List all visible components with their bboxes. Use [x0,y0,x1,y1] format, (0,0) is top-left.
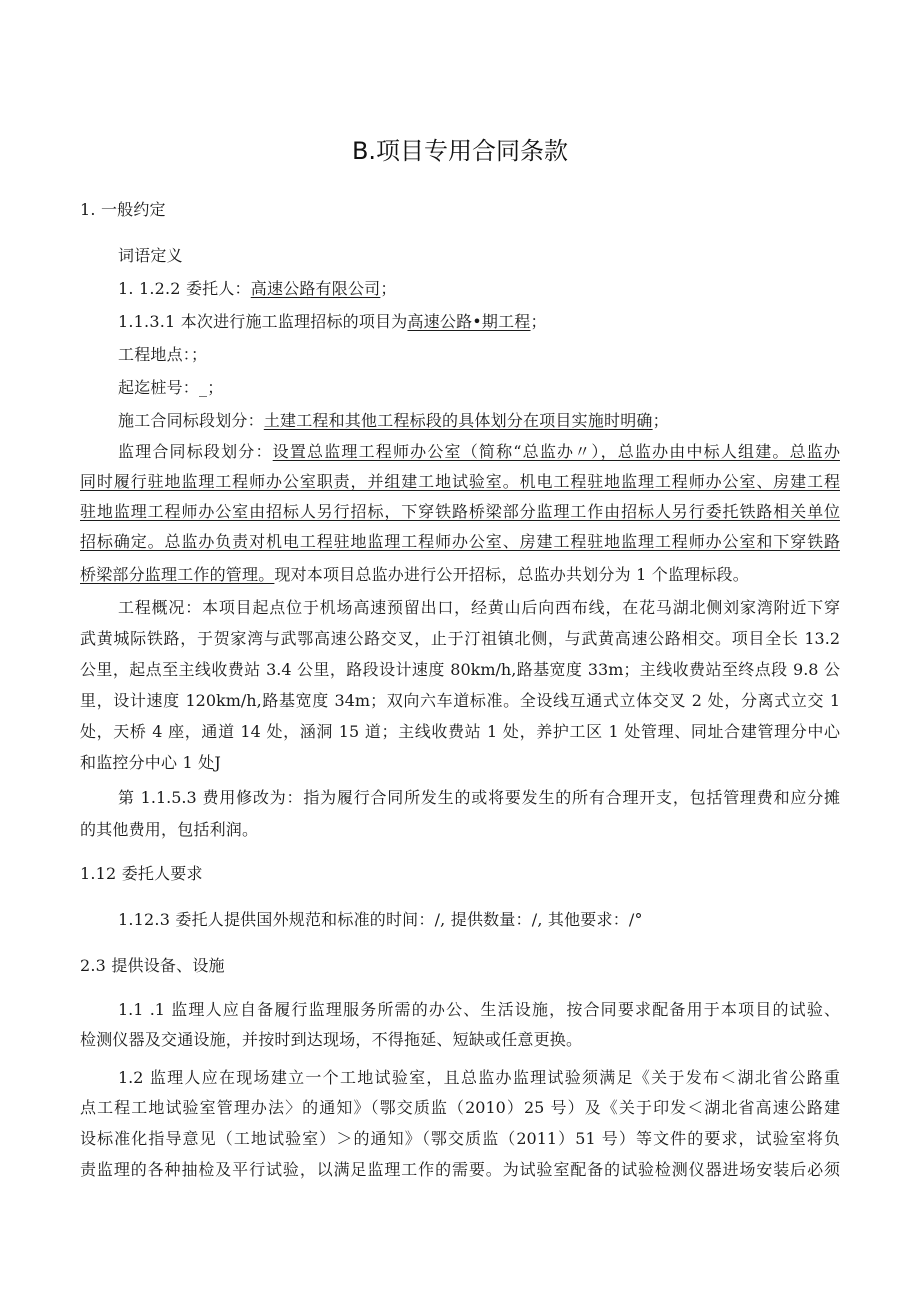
definitions-heading: 词语定义 [118,246,183,265]
section-heading: 1. 一般约定 [80,200,166,219]
supervision-line-1 [118,440,840,464]
construction-value: 土建工程和其他工程标段的具体划分在项目实施时明确 [263,411,653,430]
equipment-line-2: 检测仪器及交通设施，并按时到达现场，不得拖延、短缺或任意更换。 [80,1030,583,1049]
lab-line-4: 责监理的各种抽检及平行试验，以满足监理工作的需要。为试验室配备的试验检测仪器进场安装后必须 [80,1160,840,1179]
project-label: 1.1.3.1 本次进行施工监理招标的项目为 [118,312,408,331]
overview-line-6: 和监控分中心 1 处J [80,753,221,772]
supervision-text: 设置总监理工程师办公室（简称“总监办〃），总监办由中标人组建。总监办 [272,442,840,461]
construction-label: 施工合同标段划分： [118,411,264,430]
supervision-tail: 现对本项目总监办进行公开招标，总监办共划分为 1 个监理标段。 [274,565,749,584]
location-line: 工程地点：； [118,345,208,364]
overview-line-3: 公里，起点至主线收费站 3.4 公里，路段设计速度 80km∕h,路基宽度 33m；主线收费站至终点段 9.8 公 [80,660,840,679]
lab-line-3: 设标准化指导意见（工地试验室）＞的通知》（鄂交质监（2011）51 号）等文件的要求，试验室将负 [80,1129,840,1148]
stations-line: 起迄桩号：_； [118,378,224,397]
construction-line [118,409,669,433]
project-value: 高速公路•期工程 [407,312,531,331]
fee-line-2: 的其他费用，包括利润。 [80,820,259,839]
supervision-line-4: 招标确定。总监办负责对机电工程驻地监理工程师办公室、房建工程驻地监理工程师办公室和下穿铁路 [80,532,840,551]
overview-line-5: 处，天桥 4 座，通道 14 处，涵洞 15 道；主线收费站 1 处，养护工区 1 处管理、同址合建管理分中心 [80,722,840,741]
supervision-line-5 [80,563,749,587]
supervision-line-2: 同时履行驻地监理工程师办公室职责，并组建工地试验室。机电工程驻地监理工程师办公室、房建工程 [80,472,840,491]
lab-line-2: 点工程工地试验室管理办法〉的通知》（鄂交质监（2010）25 号）及《关于印发＜湖北省高速公路建 [80,1098,840,1117]
equipment-line-1: 1.1 .1 监理人应自备履行监理服务所需的办公、生活设施，按合同要求配备用于本项目的试验、 [118,1000,840,1019]
section-heading: 2.3 提供设备、设施 [80,956,225,975]
supervision-line-3: 驻地监理工程师办公室由招标人另行招标，下穿铁路桥梁部分监理工作由招标人另行委托铁路相关单位 [80,502,840,521]
overview-line-1: 工程概况：本项目起点位于机场高速预留出口，经黄山后向西布线，在花马湖北侧刘家湾附近下穿 [118,598,840,617]
overview-line-4: 里，设计速度 120km∕h,路基宽度 34m；双向六车道标准。全设线互通式立体交叉 2 处，分离式立交 1 [80,691,840,710]
project-line [118,310,547,334]
supervision-label: 监理合同标段划分： [118,442,273,461]
construction-end: ； [652,411,669,430]
lab-line-1: 1.2 监理人应在现场建立一个工地试验室，且总监办监理试验须满足《关于发布＜湖北省公路重 [118,1068,840,1087]
requirements-line: 1.12.3 委托人提供国外规范和标准的时间：/, 提供数量：/, 其他要求：/° [118,910,643,929]
client-label: 1. 1.2.2 委托人： [118,279,251,298]
overview-line-2: 武黄城际铁路，于贺家湾与武鄂高速公路交叉，止于汀祖镇北侧，与武黄高速公路相交。项目全长 13.2 [80,629,840,648]
fee-line-1: 第 1.1.5.3 费用修改为：指为履行合同所发生的或将要发生的所有合理开支，包括管理费和应分摊 [118,788,840,807]
supervision-text-end: 桥梁部分监理工作的管理。 [80,565,275,584]
client-value: 高速公路有限公司 [250,279,381,298]
document-title: B.项目专用合同条款 [351,137,569,165]
project-end: ； [530,312,547,331]
client-end: ； [380,279,397,298]
client-line [118,277,397,301]
section-heading: 1.12 委托人要求 [80,864,203,883]
